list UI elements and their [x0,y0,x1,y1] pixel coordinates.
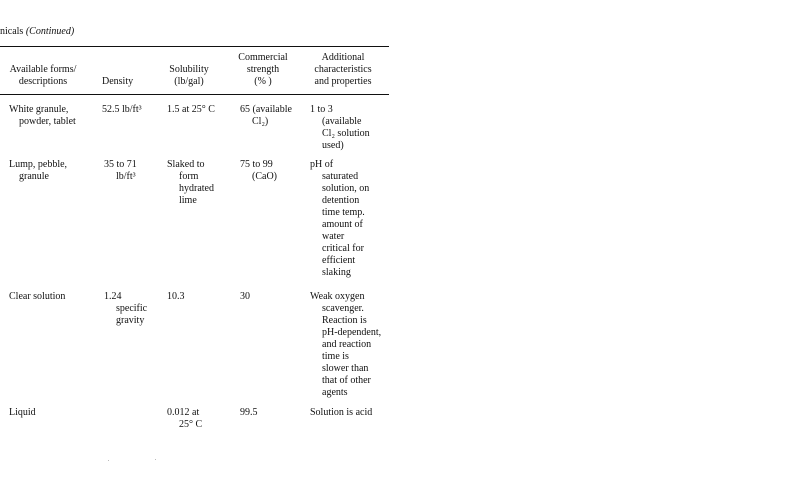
cell-line: 30 [240,291,250,302]
cell-line: 52.5 lb/ft³ [102,104,142,115]
cell-line: slaking [322,267,351,278]
cell-line: amount of [322,219,363,230]
cell-line: Cl₂ solution [322,128,370,139]
header-additional [303,52,383,88]
caption-continued: (Continued) [25,26,75,37]
header-additional-line: characteristics [314,64,372,75]
cell-line: pH of [310,159,334,170]
cell-line: and reaction [322,339,372,350]
header-strength-line: (% ) [254,76,272,87]
cell-line: granule [19,171,49,182]
row1-additional [310,104,388,152]
cell-line: form [179,171,199,182]
header-solubility-line: (lb/gal) [174,76,204,87]
header-density [102,76,152,88]
row2-density [104,159,162,183]
cell-line: critical for [322,243,364,254]
cell-line: time is [322,351,349,362]
cell-line: 10.3 [167,291,185,302]
cell-line: solution, on [322,183,370,194]
cell-line: scavenger. [322,303,364,314]
cell-line: lime [179,195,197,206]
header-forms [4,64,82,88]
row3-strength [240,291,308,303]
cell-line: 1.5 at 25° C [167,104,215,115]
cell-line: specific [116,303,148,314]
row4-strength [240,407,308,419]
row3-additional [310,291,388,399]
cell-line: (CaO) [252,171,277,182]
cell-line: water [322,231,345,242]
cell-line: slower than [322,363,369,374]
cell-line: 75 to 99 [240,159,273,170]
row1-strength [240,104,308,128]
header-strength-line: strength [246,64,280,75]
cell-line: lb/ft³ [116,171,136,182]
cell-line: Solution is acid [310,407,373,418]
table-top-rule [0,46,389,47]
cell-line: efficient [322,255,356,266]
cell-line: powder, tablet [19,116,76,127]
row2-additional [310,159,388,279]
scan-speck [108,460,109,461]
cell-line: that of other [322,375,371,386]
cell-line: 0.012 at [167,407,200,418]
cell-line: Reaction is [322,315,367,326]
cell-line: Clear solution [9,291,66,302]
cell-line: time temp. [322,207,365,218]
header-solubility [158,64,220,88]
row4-solubility [167,407,235,431]
cell-line: pH-dependent, [322,327,382,338]
row3-density [104,291,162,327]
cell-line: Slaked to [167,159,205,170]
row3-forms [9,291,99,303]
cell-line: 99.5 [240,407,258,418]
header-forms-line: Available forms/ [9,64,77,75]
cell-line: detention [322,195,360,206]
cell-line: used) [322,140,344,151]
cell-line: 65 (available [240,104,292,115]
cell-line: gravity [116,315,145,326]
cell-line: hydrated [179,183,214,194]
caption-text: nicals [0,26,24,37]
header-additional-line: and properties [314,76,372,87]
header-additional-line: Additional [321,52,365,63]
scan-speck [155,459,156,460]
header-strength [228,52,298,88]
header-forms-line: descriptions [18,76,68,87]
row1-solubility [167,104,235,116]
header-density-line: Density [102,76,134,87]
cell-line: 1.24 [104,291,122,302]
row2-solubility [167,159,235,207]
header-solubility-line: Solubility [169,64,209,75]
cell-line: (available [322,116,362,127]
table-caption [0,26,74,38]
cell-line: Cl₂) [252,116,269,127]
cell-line: Weak oxygen [310,291,365,302]
cell-line: Lump, pebble, [9,159,68,170]
row2-strength [240,159,308,183]
row3-solubility [167,291,235,303]
row4-additional [310,407,396,419]
row2-forms [9,159,99,183]
cell-line: 25° C [179,419,203,430]
row1-forms [9,104,99,128]
cell-line: Liquid [9,407,36,418]
row1-density [102,104,162,116]
row4-forms [9,407,99,419]
cell-line: saturated [322,171,359,182]
cell-line: White granule, [9,104,69,115]
cell-line: agents [322,387,348,398]
header-bottom-rule [0,94,389,95]
cell-line: 1 to 3 [310,104,333,115]
cell-line: 35 to 71 [104,159,137,170]
header-strength-line: Commercial [238,52,288,63]
